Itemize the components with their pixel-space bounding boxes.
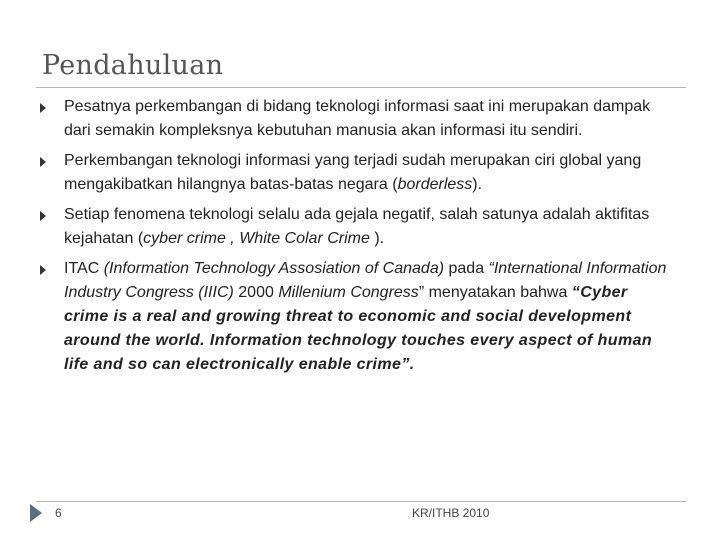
quote-text: “Cyber crime is a real and growing threat to economic and social development around the world. Information technology touches every aspect of human life and so can electronically enable crime”.	[64, 284, 653, 373]
italic-text: Millenium Congress	[278, 284, 419, 301]
bullet-item	[38, 257, 672, 377]
text-run: 2000	[233, 284, 279, 301]
bullet-text	[64, 203, 672, 251]
text-run: Pesatnya perkembangan di bidang teknologi informasi saat ini merupakan dampak dari semakin kompleksnya kebutuhan manusia akan informasi itu sendiri.	[64, 98, 651, 139]
text-run: ” menyatakan bahwa	[418, 284, 572, 301]
arrow-bullet-icon	[40, 103, 46, 113]
bullet-text	[64, 257, 672, 377]
bullet-item	[38, 95, 672, 143]
text-run: pada	[444, 260, 489, 277]
footer-arrow-icon	[30, 504, 42, 522]
bullet-text	[64, 149, 672, 197]
slide-title: Pendahuluan	[42, 50, 224, 81]
bullet-list	[38, 95, 672, 383]
page-number: 6	[55, 506, 62, 520]
text-run: ITAC	[64, 260, 104, 277]
text-run: Perkembangan teknologi informasi yang terjadi sudah merupakan ciri global yang mengakibatkan hilangnya batas-batas negara (	[64, 152, 642, 193]
text-run: ).	[369, 230, 385, 247]
italic-text: borderless	[397, 176, 473, 193]
footer-text: KR/ITHB 2010	[412, 506, 490, 520]
bullet-item	[38, 203, 672, 251]
title-divider	[36, 87, 686, 88]
footer-divider	[36, 501, 686, 502]
text-run: ).	[472, 176, 483, 193]
bullet-text	[64, 95, 672, 143]
italic-text: (Information Technology Assosiation of Canada)	[103, 260, 445, 277]
arrow-bullet-icon	[40, 265, 46, 275]
arrow-bullet-icon	[40, 211, 46, 221]
italic-text: “International Information Industry Congress (IIIC)	[64, 260, 667, 301]
bullet-item	[38, 149, 672, 197]
text-run: Setiap fenomena teknologi selalu ada gejala negatif, salah satunya adalah aktifitas kejahatan (	[64, 206, 650, 247]
italic-text: cyber crime , White Colar Crime	[143, 230, 370, 247]
arrow-bullet-icon	[40, 157, 46, 167]
